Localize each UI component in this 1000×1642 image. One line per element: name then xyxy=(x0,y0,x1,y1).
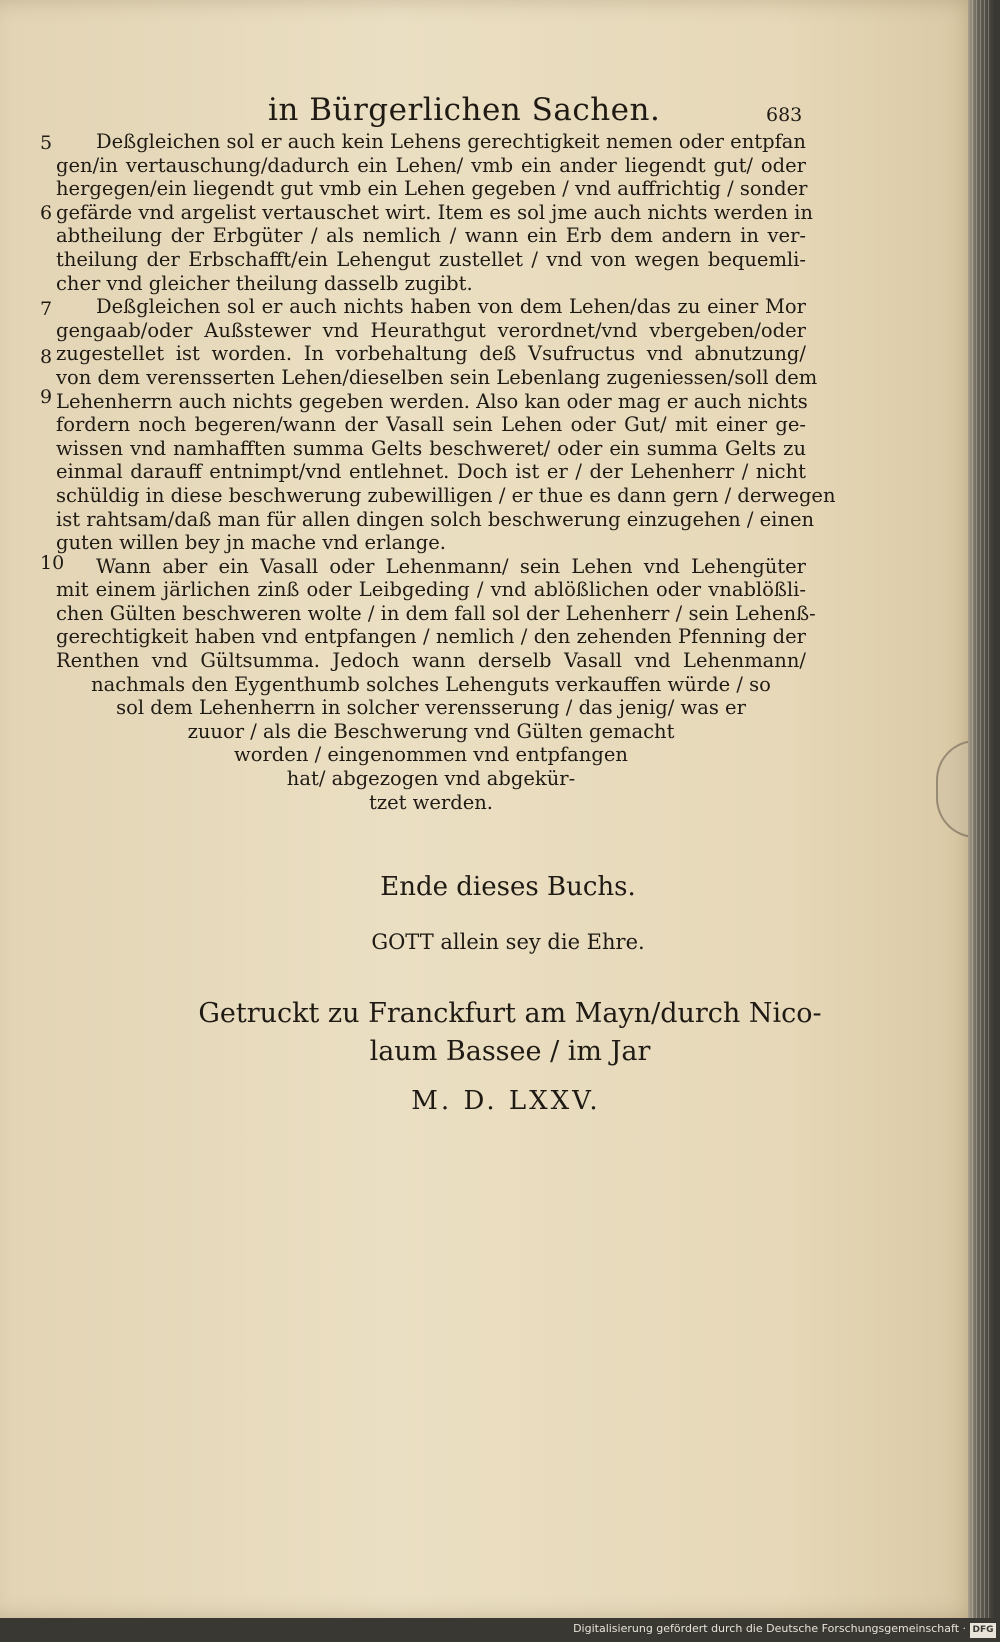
text-line: Lehenherrn auch nichts gegeben werden. Also kan oder mag er auch nichts xyxy=(56,389,808,413)
margin-number: 9 xyxy=(40,386,53,408)
text-line: zugestellet ist worden. In vorbehaltung deß Vsufructus vnd abnutzung/ xyxy=(56,342,806,366)
margin-number: 5 xyxy=(40,132,53,154)
page-number: 683 xyxy=(766,104,803,126)
running-head: in Bürgerlichen Sachen. xyxy=(268,92,661,128)
text-line: einmal darauff entnimpt/vnd entlehnet. Doch ist er / der Lehenherr / nicht xyxy=(56,460,806,484)
text-line: Deßgleichen sol er auch kein Lehens gerechtigkeit nemen oder entpfan xyxy=(96,130,806,153)
text-line: sol dem Lehenherrn in solcher verensserung / das jenig/ was er xyxy=(116,696,746,720)
text-line: gefärde vnd argelist vertauschet wirt. Item es sol jme auch nichts werden in xyxy=(56,200,813,224)
text-line: hat/ abgezogen vnd abgekür- xyxy=(286,767,576,791)
margin-number: 7 xyxy=(40,298,53,320)
margin-number: 6 xyxy=(40,202,53,224)
text-line: Wann aber ein Vasall oder Lehenmann/ sein Lehen vnd Lehengüter xyxy=(96,554,806,578)
body-text xyxy=(56,130,836,814)
text-line: gen/in vertauschung/dadurch ein Lehen/ vmb ein ander liegendt gut/ oder xyxy=(56,153,806,177)
margin-number: 8 xyxy=(40,346,53,368)
dfg-logo: DFG xyxy=(970,1623,996,1638)
text-line: abtheilung der Erbgüter / als nemlich / wann ein Erb dem andern in ver- xyxy=(56,224,806,248)
text-line: tzet werden. xyxy=(368,790,494,814)
text-line: Renthen vnd Gültsumma. Jedoch wann derselb Vasall vnd Lehenmann/ xyxy=(56,649,806,673)
text-line: theilung der Erbschafft/ein Lehengut zustellet / vnd von wegen bequemli- xyxy=(56,247,806,271)
end-of-book-heading: Ende dieses Buchs. xyxy=(380,872,636,902)
text-line: Deßgleichen sol er auch nichts haben von dem Lehen/das zu einer Mor xyxy=(96,295,806,319)
text-line: gerechtigkeit haben vnd entpfangen / nemlich / den zehenden Pfenning der xyxy=(56,625,806,649)
text-line: ist rahtsam/daß man für allen dingen solch beschwerung einzugehen / einen xyxy=(56,507,815,531)
text-line: gengaab/oder Außstewer vnd Heurathgut verordnet/vnd vbergeben/oder xyxy=(56,318,806,342)
page-edges xyxy=(972,0,990,1618)
text-line: chen Gülten beschweren wolte / in dem fall sol der Lehenherr / sein Lehenß- xyxy=(56,601,816,625)
text-line: mit einem järlichen zinß oder Leibgeding / vnd ablößlichen oder vnablößli- xyxy=(56,578,806,602)
footer-bar xyxy=(0,1620,1000,1642)
margin-number: 10 xyxy=(40,552,65,574)
text-line: schüldig in diese beschwerung zubewilligen / er thue es dann gern / derwegen xyxy=(56,483,836,507)
text-line: fordern noch begeren/wann der Vasall sein Lehen oder Gut/ mit einer ge- xyxy=(56,413,806,437)
imprint-line: Getruckt zu Franckfurt am Mayn/durch Nico- xyxy=(198,998,822,1029)
funding-credit: Digitalisierung gefördert durch die Deutsche Forschungsgemeinschaft · xyxy=(573,1622,966,1635)
doxology: GOTT allein sey die Ehre. xyxy=(371,930,645,954)
imprint-line: laum Bassee / im Jar xyxy=(369,1036,651,1067)
text-line: worden / eingenommen vnd entpfangen xyxy=(234,743,628,767)
imprint-year: M. D. LXXV. xyxy=(411,1086,601,1116)
text-line: von dem verensserten Lehen/dieselben sein Lebenlang zugeniessen/soll dem xyxy=(56,365,818,389)
text-line: zuuor / als die Beschwerung vnd Gülten gemacht xyxy=(187,719,675,743)
text-line: wissen vnd namhafften summa Gelts beschweret/ oder ein summa Gelts zu xyxy=(56,436,806,460)
text-line: cher vnd gleicher theilung dasselb zugibt. xyxy=(56,271,473,295)
text-line: nachmals den Eygenthumb solches Lehenguts verkauffen würde / so xyxy=(91,672,771,696)
text-line: guten willen bey jn mache vnd erlange. xyxy=(56,531,447,555)
text-line: hergegen/ein liegendt gut vmb ein Lehen gegeben / vnd auffrichtig / sonder xyxy=(56,177,808,201)
